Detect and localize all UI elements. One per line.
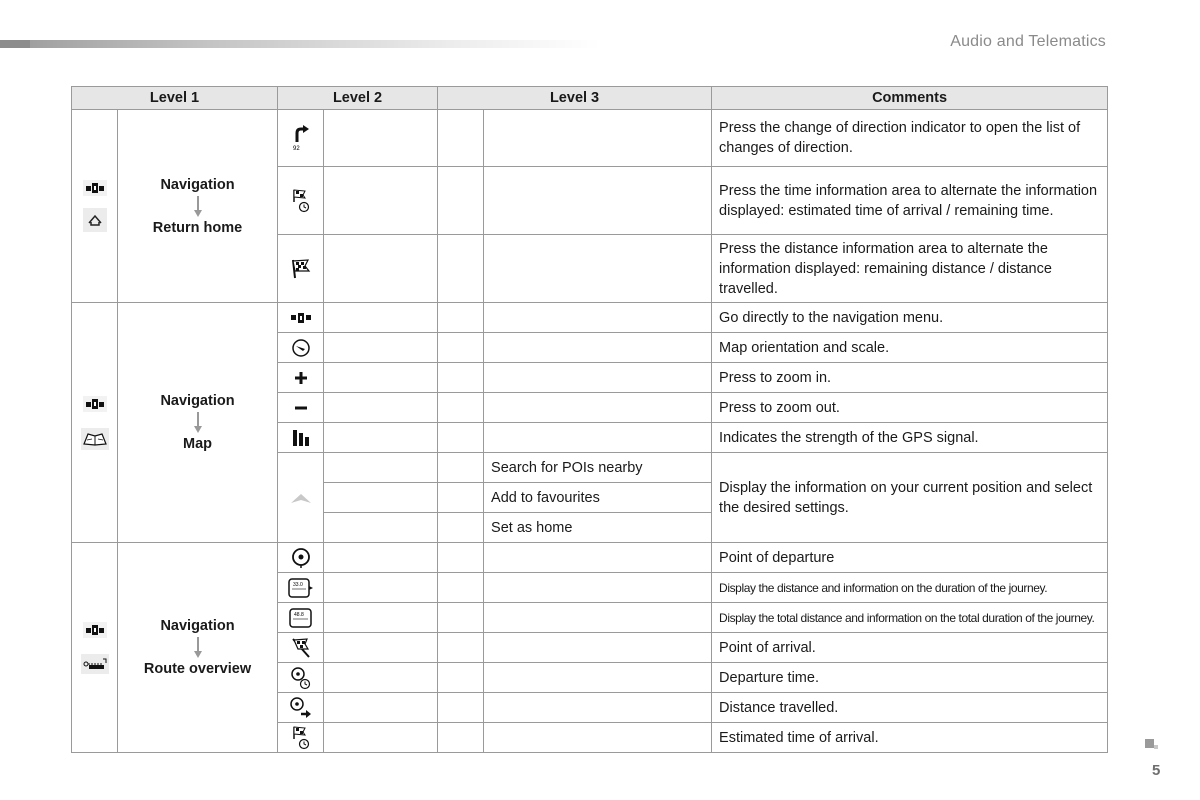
level1-name-cell [118,543,278,753]
level1-name-cell [118,303,278,543]
comment-cell: Display the total distance and information on the total duration of the journey. [712,603,1108,633]
plus-icon [294,371,308,385]
arrival-time-icon [291,725,311,751]
comment-cell: Estimated time of arrival. [712,723,1108,753]
departure-point-icon [290,547,312,569]
route-icon [81,654,109,674]
level2-icon-cell [278,693,324,723]
comment-cell: Point of arrival. [712,633,1108,663]
level2-icon-cell [278,423,324,453]
svg-text:48.8: 48.8 [293,611,304,618]
level2-icon-cell [278,363,324,393]
level2-icon-cell [278,453,324,543]
level1-top-label: Navigation [160,618,235,634]
level2-icon-cell [278,573,324,603]
checkered-flag-icon [290,258,312,280]
header-gradient-bar [0,40,600,48]
navigation-menu-table [71,86,1108,753]
journey-info-icon [288,577,314,599]
minus-icon [294,405,308,411]
level1-name-cell [118,110,278,303]
level1-top-label: Navigation [160,393,235,409]
distance-travelled-icon [289,696,313,720]
level1-bottom-label: Map [183,436,212,452]
departure-time-icon [290,666,312,690]
level1-top-label: Navigation [160,176,235,193]
navigation-icon [83,396,107,412]
comment-cell: Map orientation and scale. [712,333,1108,363]
map-book-icon [81,428,109,450]
column-header-comments: Comments [712,87,1108,110]
table-row [72,303,1108,333]
level2-icon-cell [278,723,324,753]
level2-icon-cell [278,235,324,303]
section-title: Audio and Telematics [950,33,1106,50]
arrival-flag-icon [290,637,312,659]
navigation-icon [83,180,107,196]
svg-text:33.0: 33.0 [292,581,303,588]
level2-icon-cell [278,333,324,363]
level2-icon-cell [278,110,324,167]
navigation-icon [83,622,107,638]
page-number: 5 [1152,762,1161,779]
comment-cell: Display the information on your current position and select the desired settings. [712,453,1108,543]
down-arrow-icon [193,637,203,659]
comment-cell: Press the distance information area to alternate the information displayed: remaining distance / distance travelled. [712,235,1108,303]
comment-cell: Departure time. [712,663,1108,693]
home-icon [83,208,107,232]
level1-icons-cell [72,110,118,303]
svg-text:92: 92 [292,146,300,152]
level2-icon-cell [278,663,324,693]
table-row [72,543,1108,573]
level2-icon-cell [278,633,324,663]
level2-icon-cell [278,603,324,633]
comment-cell: Press the time information area to alternate the information displayed: estimated time of arrival / remaining time. [712,167,1108,235]
compass-icon [291,338,311,358]
level3-option: Add to favourites [484,483,712,513]
level1-icons-cell [72,303,118,543]
level3-option: Search for POIs nearby [484,453,712,483]
position-arrow-icon [290,492,312,504]
flag-clock-icon [291,188,311,214]
comment-cell: Press to zoom out. [712,393,1108,423]
column-header-level-3: Level 3 [438,87,712,110]
level1-icons-cell [72,543,118,753]
comment-cell: Display the distance and information on the duration of the journey. [712,573,1108,603]
level2-icon-cell [278,303,324,333]
page-marker [1145,739,1154,748]
level2-icon-cell [278,393,324,423]
comment-cell: Point of departure [712,543,1108,573]
comment-cell: Go directly to the navigation menu. [712,303,1108,333]
down-arrow-icon [193,196,203,218]
down-arrow-icon [193,412,203,434]
comment-cell: Indicates the strength of the GPS signal. [712,423,1108,453]
level1-bottom-label: Return home [152,219,243,236]
level3-option: Set as home [484,513,712,543]
total-journey-icon [289,607,313,629]
column-header-level-1: Level 1 [72,87,278,110]
comment-cell: Press to zoom in. [712,363,1108,393]
level2-icon-cell [278,167,324,235]
column-header-level-2: Level 2 [278,87,438,110]
comment-cell: Press the change of direction indicator to open the list of changes of direction. [712,110,1108,167]
level2-icon-cell [278,543,324,573]
table-header-row [72,87,1108,110]
gps-signal-icon [292,429,310,447]
level1-bottom-label: Route overview [143,661,252,677]
direction-change-icon [289,124,313,152]
navigation-icon [290,312,312,324]
table-row [72,110,1108,167]
comment-cell: Distance travelled. [712,693,1108,723]
